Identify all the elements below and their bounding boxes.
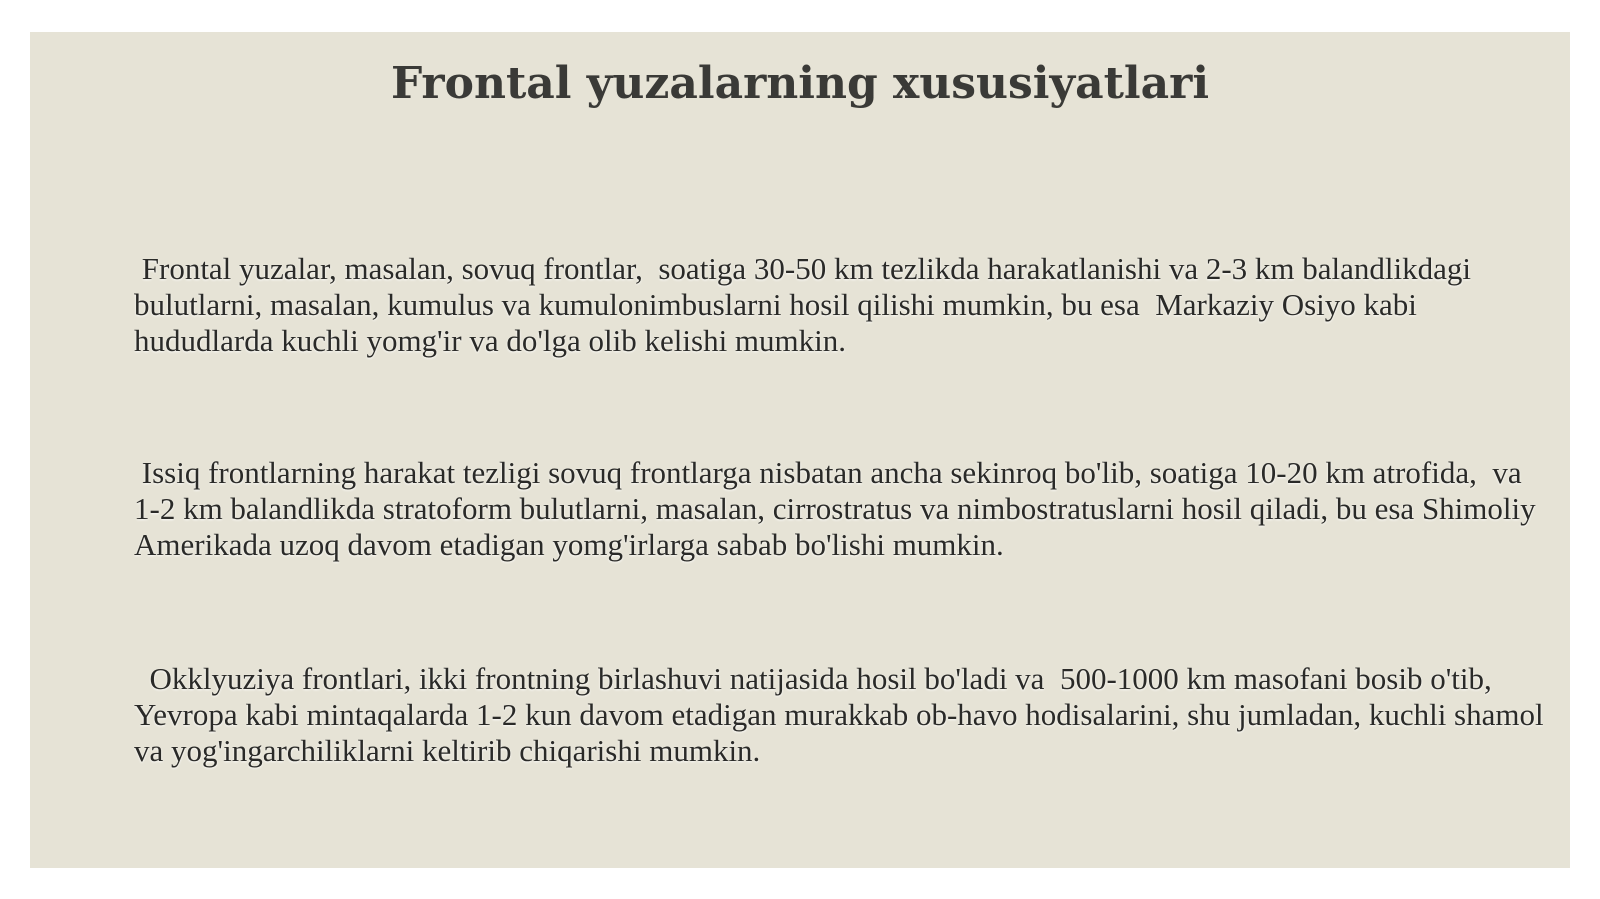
paragraph-warm-fronts: Issiq frontlarning harakat tezligi sovuq frontlarga nisbatan ancha sekinroq bo'lib, soatiga 10-20 km atrofida, va 1-2 km balandlikda stratoform bulutlarni, masalan, cirrostratus va nimbostratuslarni hosil qiladi, bu esa Shimoliy Amerikada uzoq davom etadigan yomg'irlarga sabab bo'lishi mumkin.: [134, 455, 1542, 562]
paragraph-occluded-fronts: Okklyuziya frontlari, ikki frontning birlashuvi natijasida hosil bo'ladi va 500-1000 km masofani bosib o'tib, Yevropa kabi mintaqalarda 1-2 kun davom etadigan murakkab ob-havo hodisalarini, shu jumladan, kuchli shamol va yog'ingarchiliklarni keltirib chiqarishi mumkin.: [134, 661, 1552, 768]
slide: [30, 32, 1570, 868]
paragraph-cold-fronts: Frontal yuzalar, masalan, sovuq frontlar, soatiga 30-50 km tezlikda harakatlanishi va 2-3 km balandlikdagi bulutlarni, masalan, kumulus va kumulonimbuslarni hosil qilishi mumkin, bu esa Markaziy Osiyo kabi hududlarda kuchli yomg'ir va do'lga olib kelishi mumkin.: [134, 251, 1479, 358]
slide-title: Frontal yuzalarning xususiyatlari: [390, 58, 1210, 109]
